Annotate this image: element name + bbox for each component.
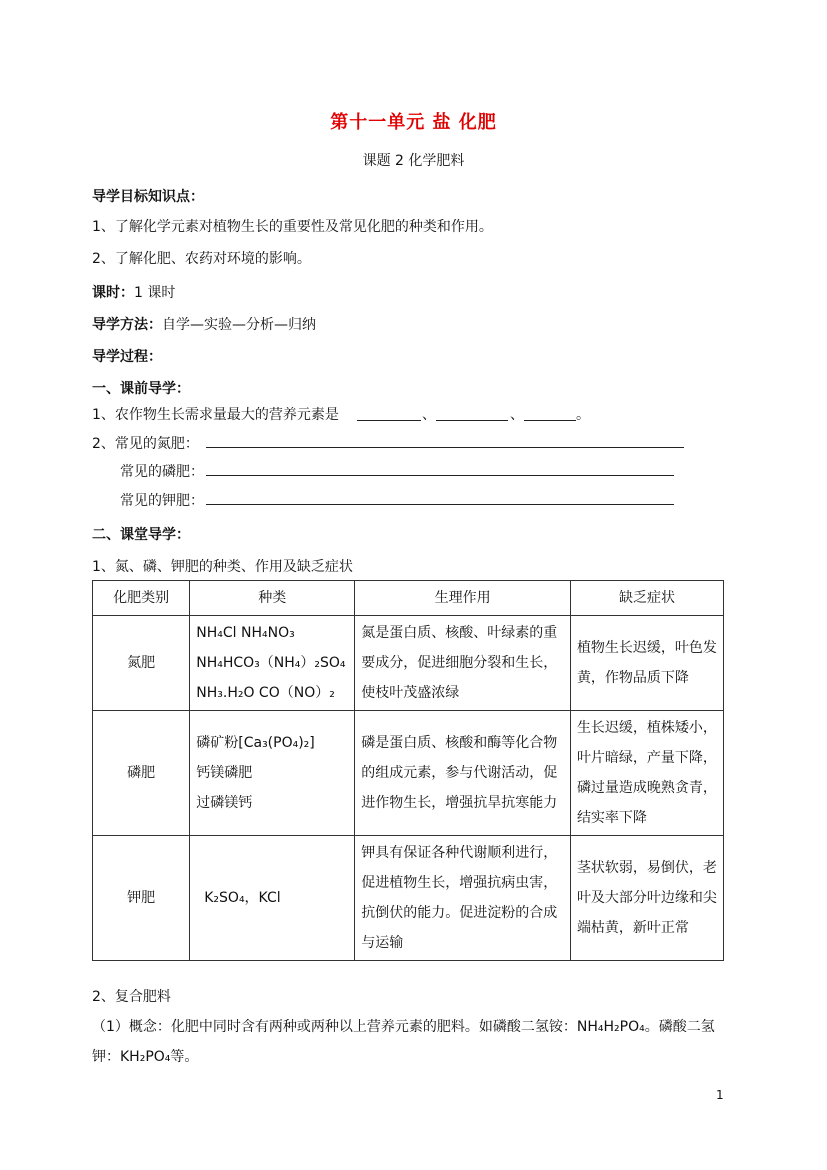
symptoms-cell: 植物生长迟缓，叶色发黄，作物品质下降 (570, 616, 723, 711)
method-label: 导学方法： (92, 317, 162, 333)
section1-heading: 一、课前导学： (92, 381, 190, 397)
function-cell: 氮是蛋白质、核酸、叶绿素的重要成分，促进细胞分裂和生长，使枝叶茂盛浓绿 (355, 616, 571, 711)
process-heading: 导学过程： (92, 349, 162, 365)
column-header: 缺乏症状 (570, 581, 723, 616)
fertilizer-table (92, 580, 724, 961)
symptoms-cell: 生长迟缓，植株矮小，叶片暗绿，产量下降，磷过量造成晚熟贪青，结实率下降 (570, 711, 723, 836)
question-2-phosphorus: 常见的磷肥： (120, 464, 204, 480)
page-subtitle: 课题 2 化学肥料 (362, 153, 465, 169)
lesson-time-label: 课时： (92, 285, 134, 301)
type-item: 磷矿粉[Ca₃(PO₄)₂] (196, 735, 315, 751)
concept-text: （1）概念：化肥中同时含有两种或两种以上营养元素的肥料。如磷酸二氢铵：NH₄H₂PO₄。磷酸二氢 (92, 1019, 715, 1035)
function-cell: 钾具有保证各种代谢顺利进行，促进植物生长，增强抗病虫害，抗倒伏的能力。促进淀粉的合成与运输 (355, 836, 571, 961)
symptoms-cell: 茎状软弱，易倒伏，老叶及大部分叶边缘和尖端枯黄，新叶正常 (570, 836, 723, 961)
category-cell: 氮肥 (93, 616, 190, 711)
table-row (93, 836, 724, 961)
question-1-sep: 、 (422, 407, 436, 423)
question-2-potassium: 常见的钾肥： (120, 493, 204, 509)
blank-line (524, 420, 576, 421)
type-item: NH₄Cl NH₄NO₃ (196, 625, 295, 641)
question-1-sep: 、 (510, 407, 524, 423)
category-cell: 钾肥 (93, 836, 190, 961)
lesson-time (92, 282, 175, 302)
goals-heading: 导学目标知识点： (92, 189, 204, 205)
type-item: NH₃.H₂O CO（NO）₂ (196, 685, 335, 701)
type-item: 钙镁磷肥 (196, 765, 253, 781)
types-cell (190, 616, 355, 711)
goal-item: 2、了解化肥、农药对环境的影响。 (92, 251, 311, 267)
column-header: 生理作用 (355, 581, 571, 616)
blank-line (206, 475, 674, 476)
column-header: 化肥类别 (93, 581, 190, 616)
page-number: 1 (716, 1088, 724, 1102)
goal-item: 1、了解化学元素对植物生长的重要性及常见化肥的种类和作用。 (92, 219, 493, 235)
question-1-end: 。 (576, 407, 590, 423)
table-row (93, 616, 724, 711)
type-item: K₂SO₄，KCl (204, 890, 281, 906)
table-caption: 1、氮、磷、钾肥的种类、作用及缺乏症状 (92, 559, 353, 575)
table-header-row (93, 581, 724, 616)
compound-fertilizer-heading: 2、复合肥料 (92, 989, 171, 1005)
types-cell (190, 836, 355, 961)
method-value: 自学—实验—分析—归纳 (162, 317, 316, 333)
method (92, 314, 316, 334)
question-2-nitrogen: 2、常见的氮肥： (92, 436, 199, 452)
blank-line (206, 504, 674, 505)
question-1: 1、农作物生长需求量最大的营养元素是 (92, 407, 339, 423)
category-cell: 磷肥 (93, 711, 190, 836)
blank-line (436, 420, 508, 421)
type-item: NH₄HCO₃（NH₄）₂SO₄ (196, 655, 346, 671)
concept-text: 钾：KH₂PO₄等。 (92, 1049, 199, 1065)
lesson-time-value: 1 课时 (134, 285, 176, 301)
section2-heading: 二、课堂导学： (92, 527, 190, 543)
column-header: 种类 (190, 581, 355, 616)
table-row (93, 711, 724, 836)
function-cell: 磷是蛋白质、核酸和酶等化合物的组成元素，参与代谢活动，促进作物生长，增强抗旱抗寒能力 (355, 711, 571, 836)
types-cell (190, 711, 355, 836)
blank-line (357, 420, 421, 421)
page-title: 第十一单元 盐 化肥 (330, 112, 497, 133)
blank-line (206, 447, 684, 448)
type-item: 过磷镁钙 (196, 795, 253, 811)
